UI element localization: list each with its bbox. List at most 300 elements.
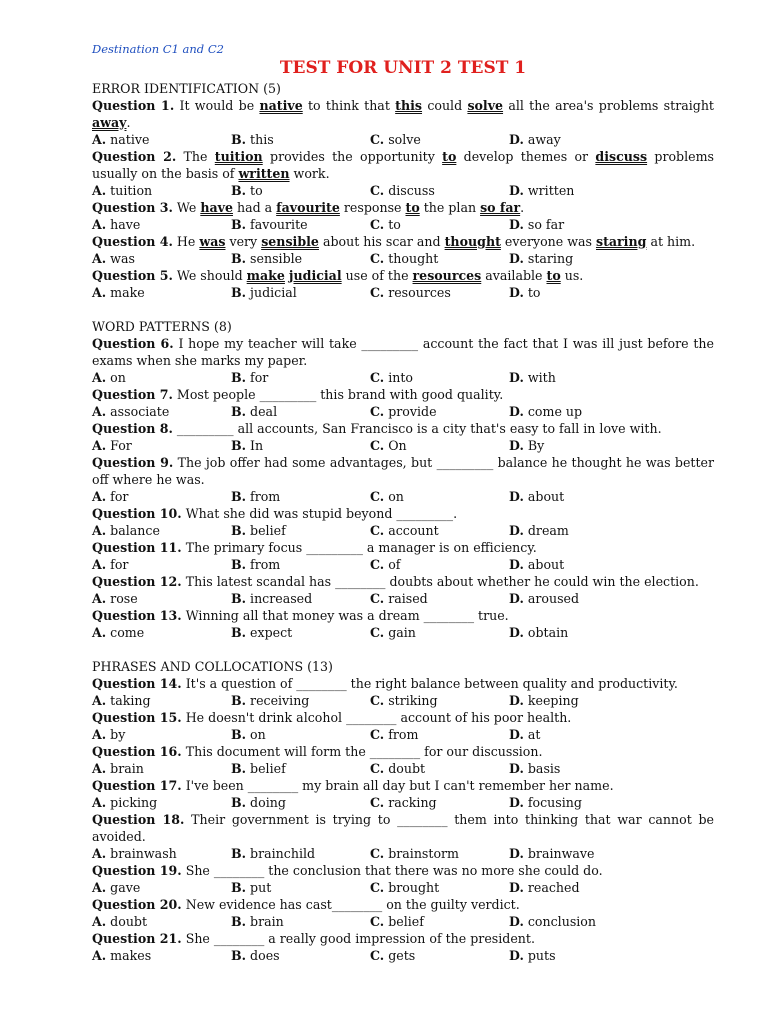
answer-option[interactable]: [509, 590, 648, 607]
option-letter: A.: [92, 948, 107, 963]
answer-option[interactable]: [231, 913, 370, 930]
option-letter: B.: [231, 438, 247, 453]
question-fragment: could: [422, 98, 468, 113]
answer-option[interactable]: [509, 522, 648, 539]
question-fragment: all the area's problems straight: [503, 98, 714, 113]
answer-option[interactable]: [509, 182, 648, 199]
answer-option[interactable]: [370, 624, 509, 641]
answer-option[interactable]: [231, 726, 370, 743]
underlined-word: sensible: [261, 234, 319, 249]
option-letter: C.: [370, 438, 385, 453]
option-text: deal: [250, 404, 278, 419]
answer-option[interactable]: [370, 284, 509, 301]
option-text: By: [527, 438, 545, 453]
option-text: doing: [250, 795, 286, 810]
option-text: increased: [250, 591, 313, 606]
option-letter: B.: [231, 914, 247, 929]
question-fragment: problems usually on the basis of: [92, 149, 714, 181]
option-letter: B.: [231, 285, 247, 300]
answer-option[interactable]: [509, 216, 648, 233]
answer-option[interactable]: [370, 947, 509, 964]
answer-option[interactable]: [509, 369, 648, 386]
answer-option[interactable]: [92, 216, 231, 233]
answer-option[interactable]: [370, 845, 509, 862]
option-text: come up: [527, 404, 583, 419]
underlined-word: to: [405, 200, 420, 215]
question-fragment: develop themes or: [456, 149, 596, 164]
answer-option[interactable]: [509, 692, 648, 709]
answer-option[interactable]: [370, 131, 509, 148]
option-letter: B.: [231, 693, 247, 708]
option-letter: A.: [92, 523, 107, 538]
answer-option[interactable]: [231, 437, 370, 454]
question-fragment: work.: [289, 166, 330, 181]
option-text: was: [110, 251, 135, 266]
option-text: provide: [388, 404, 437, 419]
answer-option[interactable]: [92, 284, 231, 301]
option-text: puts: [527, 948, 556, 963]
question-fragment: What she did was stupid beyond _________.: [181, 506, 458, 521]
answer-option[interactable]: [231, 947, 370, 964]
answer-option[interactable]: [370, 590, 509, 607]
question-number: Question 21.: [92, 931, 182, 946]
question-text: [92, 199, 714, 216]
question-number: Question 3.: [92, 200, 173, 215]
answer-option[interactable]: [92, 522, 231, 539]
underlined-word: staring: [595, 234, 647, 249]
answer-option[interactable]: [509, 760, 648, 777]
question-number: Question 16.: [92, 744, 182, 759]
question-fragment: Their government is trying to ________ them into thinking that war cannot be avoided.: [92, 812, 714, 844]
option-text: makes: [110, 948, 152, 963]
option-letter: A.: [92, 846, 107, 861]
question-text: [92, 675, 714, 692]
answer-option[interactable]: [231, 131, 370, 148]
option-text: dream: [527, 523, 569, 538]
answer-option[interactable]: [231, 216, 370, 233]
option-text: with: [527, 370, 556, 385]
section-heading: ERROR IDENTIFICATION (5): [92, 81, 281, 96]
question-text: [92, 386, 714, 403]
option-letter: B.: [231, 727, 247, 742]
option-letter: C.: [370, 914, 385, 929]
answer-option[interactable]: [92, 794, 231, 811]
option-letter: C.: [370, 761, 385, 776]
answer-option[interactable]: [231, 182, 370, 199]
option-text: written: [527, 183, 575, 198]
option-text: thought: [388, 251, 439, 266]
question-text: [92, 148, 714, 182]
answer-option[interactable]: [92, 760, 231, 777]
answer-option[interactable]: [92, 879, 231, 896]
option-letter: C.: [370, 727, 385, 742]
option-text: doubt: [388, 761, 426, 776]
answer-option[interactable]: [370, 216, 509, 233]
option-letter: A.: [92, 251, 107, 266]
answer-option[interactable]: [370, 726, 509, 743]
option-text: raised: [388, 591, 428, 606]
answer-option[interactable]: [370, 522, 509, 539]
answer-option[interactable]: [92, 182, 231, 199]
option-letter: D.: [509, 132, 524, 147]
answer-options: [92, 488, 714, 505]
option-letter: D.: [509, 523, 524, 538]
question-text: [92, 573, 714, 590]
option-letter: B.: [231, 795, 247, 810]
section-spacer: [92, 641, 714, 658]
option-text: discuss: [388, 183, 435, 198]
option-letter: C.: [370, 523, 385, 538]
answer-option[interactable]: [231, 403, 370, 420]
option-text: from: [250, 557, 281, 572]
option-letter: D.: [509, 438, 524, 453]
answer-option[interactable]: [370, 437, 509, 454]
question-text: [92, 777, 714, 794]
option-letter: A.: [92, 438, 107, 453]
question-number: Question 5.: [92, 268, 173, 283]
answer-option[interactable]: [92, 131, 231, 148]
option-letter: D.: [509, 625, 524, 640]
question-fragment: _________ all accounts, San Francisco is a city that's easy to fall in love with.: [172, 421, 662, 436]
option-text: In: [250, 438, 264, 453]
option-text: tuition: [110, 183, 153, 198]
option-letter: B.: [231, 846, 247, 861]
answer-option[interactable]: [231, 590, 370, 607]
option-letter: D.: [509, 914, 524, 929]
question-text: [92, 709, 714, 726]
answer-option[interactable]: [231, 845, 370, 862]
option-text: keeping: [527, 693, 579, 708]
option-letter: A.: [92, 370, 107, 385]
option-letter: C.: [370, 795, 385, 810]
option-letter: B.: [231, 132, 247, 147]
question-number: Question 15.: [92, 710, 182, 725]
underlined-word: written: [238, 166, 290, 181]
option-text: brainwash: [110, 846, 177, 861]
option-letter: A.: [92, 285, 107, 300]
answer-option[interactable]: [370, 879, 509, 896]
answer-option[interactable]: [509, 845, 648, 862]
section-spacer: [92, 301, 714, 318]
option-text: aroused: [527, 591, 580, 606]
option-text: so far: [527, 217, 565, 232]
option-letter: A.: [92, 914, 107, 929]
answer-option[interactable]: [92, 556, 231, 573]
option-text: rose: [110, 591, 138, 606]
option-letter: C.: [370, 132, 385, 147]
question-number: Question 19.: [92, 863, 182, 878]
question-fragment: very: [225, 234, 262, 249]
option-text: balance: [110, 523, 160, 538]
question-fragment: the plan: [419, 200, 481, 215]
answer-options: [92, 556, 714, 573]
option-letter: C.: [370, 880, 385, 895]
option-text: from: [388, 727, 419, 742]
option-letter: B.: [231, 625, 247, 640]
answer-option[interactable]: [231, 760, 370, 777]
option-text: taking: [110, 693, 151, 708]
option-text: obtain: [527, 625, 569, 640]
question-fragment: Winning all that money was a dream ________ true.: [181, 608, 509, 623]
option-text: gain: [388, 625, 416, 640]
option-text: For: [110, 438, 132, 453]
question-fragment: I hope my teacher will take _________ account the fact that I was ill just before the exams when she marks my paper.: [92, 336, 714, 368]
option-letter: D.: [509, 846, 524, 861]
option-text: sensible: [250, 251, 303, 266]
question-fragment: He doesn't drink alcohol ________ account of his poor health.: [181, 710, 572, 725]
answer-option[interactable]: [509, 403, 648, 420]
answer-options: [92, 726, 714, 743]
option-letter: A.: [92, 132, 107, 147]
answer-option[interactable]: [231, 250, 370, 267]
option-text: for: [110, 557, 129, 572]
answer-option[interactable]: [92, 726, 231, 743]
answer-option[interactable]: [92, 590, 231, 607]
question-number: Question 14.: [92, 676, 182, 691]
answer-option[interactable]: [509, 624, 648, 641]
option-letter: A.: [92, 727, 107, 742]
option-text: doubt: [110, 914, 148, 929]
question-fragment: I've been ________ my brain all day but I can't remember her name.: [181, 778, 614, 793]
question-fragment: .: [126, 115, 131, 130]
option-text: focusing: [527, 795, 582, 810]
answer-option[interactable]: [509, 250, 648, 267]
option-text: gave: [110, 880, 141, 895]
answer-option[interactable]: [509, 131, 648, 148]
option-text: picking: [110, 795, 158, 810]
answer-option[interactable]: [92, 692, 231, 709]
option-text: judicial: [250, 285, 297, 300]
question-text: [92, 97, 714, 131]
answer-option[interactable]: [92, 403, 231, 420]
answer-options: [92, 845, 714, 862]
question-fragment: It's a question of ________ the right balance between quality and productivity.: [181, 676, 678, 691]
option-text: receiving: [250, 693, 310, 708]
question-fragment: The primary focus _________ a manager is on efficiency.: [181, 540, 537, 555]
question-fragment: provides the opportunity: [262, 149, 443, 164]
underlined-word: discuss: [595, 149, 648, 164]
answer-option[interactable]: [231, 624, 370, 641]
underlined-word: resources: [412, 268, 482, 283]
answer-option[interactable]: [370, 913, 509, 930]
option-letter: D.: [509, 557, 524, 572]
answer-option[interactable]: [370, 760, 509, 777]
option-letter: A.: [92, 795, 107, 810]
underlined-word: thought: [444, 234, 501, 249]
question-text: [92, 335, 714, 369]
answer-option[interactable]: [370, 488, 509, 505]
option-text: solve: [388, 132, 421, 147]
option-text: about: [527, 489, 565, 504]
option-letter: D.: [509, 285, 524, 300]
answer-option[interactable]: [92, 488, 231, 505]
option-letter: B.: [231, 761, 247, 776]
option-text: conclusion: [527, 914, 596, 929]
question-text: [92, 505, 714, 522]
question-number: Question 17.: [92, 778, 182, 793]
answer-option[interactable]: [231, 284, 370, 301]
question-fragment: available: [481, 268, 547, 283]
question-number: Question 2.: [92, 149, 177, 164]
option-letter: D.: [509, 693, 524, 708]
answer-option[interactable]: [92, 250, 231, 267]
question-number: Question 18.: [92, 812, 185, 827]
answer-option[interactable]: [231, 522, 370, 539]
answer-option[interactable]: [509, 879, 648, 896]
option-letter: B.: [231, 948, 247, 963]
section-heading: PHRASES AND COLLOCATIONS (13): [92, 659, 333, 674]
question-number: Question 4.: [92, 234, 173, 249]
option-text: favourite: [250, 217, 308, 232]
answer-option[interactable]: [509, 913, 648, 930]
option-letter: C.: [370, 625, 385, 640]
option-letter: C.: [370, 285, 385, 300]
option-letter: A.: [92, 557, 107, 572]
answer-options: [92, 437, 714, 454]
answer-option[interactable]: [92, 845, 231, 862]
question-text: [92, 607, 714, 624]
option-text: at: [527, 727, 541, 742]
option-text: by: [110, 727, 126, 742]
answer-option[interactable]: [231, 556, 370, 573]
question-fragment: We: [172, 200, 201, 215]
answer-option[interactable]: [509, 284, 648, 301]
answer-option[interactable]: [509, 437, 648, 454]
option-text: brainchild: [250, 846, 316, 861]
answer-option[interactable]: [92, 947, 231, 964]
option-letter: B.: [231, 370, 247, 385]
option-text: to: [388, 217, 401, 232]
question-text: [92, 267, 714, 284]
answer-options: [92, 250, 714, 267]
option-text: for: [110, 489, 129, 504]
answer-option[interactable]: [231, 488, 370, 505]
question-fragment: She ________ a really good impression of the president.: [181, 931, 535, 946]
answer-option[interactable]: [92, 437, 231, 454]
question-number: Question 12.: [92, 574, 182, 589]
option-letter: B.: [231, 217, 247, 232]
option-text: from: [250, 489, 281, 504]
option-letter: C.: [370, 251, 385, 266]
answer-option[interactable]: [370, 182, 509, 199]
test-title: TEST FOR UNIT 2 TEST 1: [279, 58, 527, 78]
answer-options: [92, 284, 714, 301]
answer-option[interactable]: [92, 369, 231, 386]
option-letter: B.: [231, 523, 247, 538]
option-letter: B.: [231, 880, 247, 895]
answer-option[interactable]: [231, 692, 370, 709]
question-text: [92, 811, 714, 845]
question-number: Question 7.: [92, 387, 173, 402]
option-letter: C.: [370, 404, 385, 419]
answer-options: [92, 216, 714, 233]
underlined-word: favourite: [276, 200, 340, 215]
question-fragment: New evidence has cast________ on the guilty verdict.: [181, 897, 520, 912]
answer-option[interactable]: [92, 624, 231, 641]
underlined-word: have: [200, 200, 233, 215]
question-fragment: The job offer had some advantages, but _________ balance he thought he was better off where he was.: [92, 455, 715, 487]
option-text: belief: [250, 523, 286, 538]
document-page: [92, 42, 714, 964]
option-letter: A.: [92, 625, 107, 640]
question-fragment: at him.: [646, 234, 696, 249]
question-number: Question 9.: [92, 455, 174, 470]
answer-options: [92, 947, 714, 964]
option-text: on: [110, 370, 126, 385]
question-fragment: She ________ the conclusion that there was no more she could do.: [181, 863, 603, 878]
answer-option[interactable]: [370, 369, 509, 386]
option-text: brain: [250, 914, 284, 929]
underlined-word: solve: [467, 98, 504, 113]
option-letter: B.: [231, 489, 247, 504]
option-letter: A.: [92, 404, 107, 419]
underlined-word: native: [259, 98, 303, 113]
option-letter: C.: [370, 591, 385, 606]
underlined-word: tuition: [214, 149, 263, 164]
question-text: [92, 233, 714, 250]
answer-options: [92, 131, 714, 148]
option-text: on: [388, 489, 404, 504]
underlined-word: to: [546, 268, 561, 283]
question-fragment: He: [172, 234, 200, 249]
option-letter: D.: [509, 370, 524, 385]
answer-option[interactable]: [370, 692, 509, 709]
question-number: Question 11.: [92, 540, 182, 555]
option-text: staring: [527, 251, 574, 266]
course-label: Destination C1 and C2: [92, 42, 224, 56]
answer-option[interactable]: [370, 250, 509, 267]
question-fragment: It would be: [174, 98, 260, 113]
option-letter: D.: [509, 404, 524, 419]
answer-option[interactable]: [92, 913, 231, 930]
underlined-word: make: [246, 268, 285, 283]
question-fragment: use of the: [341, 268, 413, 283]
answer-option[interactable]: [509, 794, 648, 811]
answer-option[interactable]: [231, 369, 370, 386]
option-text: belief: [388, 914, 424, 929]
question-text: [92, 896, 714, 913]
answer-option[interactable]: [231, 794, 370, 811]
option-text: come: [110, 625, 145, 640]
option-letter: D.: [509, 948, 524, 963]
option-letter: C.: [370, 557, 385, 572]
answer-option[interactable]: [370, 794, 509, 811]
answer-options: [92, 590, 714, 607]
option-letter: A.: [92, 217, 107, 232]
option-text: brainstorm: [388, 846, 459, 861]
answer-option[interactable]: [509, 556, 648, 573]
option-text: to: [250, 183, 263, 198]
answer-option[interactable]: [509, 947, 648, 964]
answer-option[interactable]: [509, 726, 648, 743]
option-text: make: [110, 285, 145, 300]
option-text: of: [388, 557, 401, 572]
question-fragment: everyone was: [500, 234, 596, 249]
answer-options: [92, 522, 714, 539]
question-text: [92, 743, 714, 760]
option-text: does: [250, 948, 280, 963]
question-fragment: had a: [232, 200, 277, 215]
question-fragment: This latest scandal has ________ doubts about whether he could win the election.: [181, 574, 699, 589]
option-letter: B.: [231, 251, 247, 266]
question-number: Question 20.: [92, 897, 182, 912]
answer-option[interactable]: [231, 879, 370, 896]
answer-option[interactable]: [509, 488, 648, 505]
option-letter: C.: [370, 370, 385, 385]
answer-option[interactable]: [370, 556, 509, 573]
answer-option[interactable]: [370, 403, 509, 420]
question-number: Question 6.: [92, 336, 174, 351]
